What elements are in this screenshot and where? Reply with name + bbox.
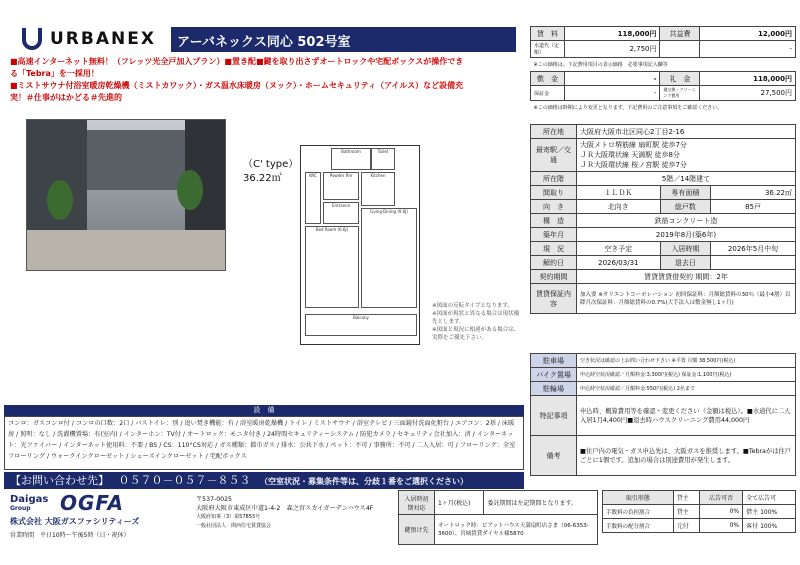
company-name: 株式会社 大阪ガスファシリティーズ [10, 517, 140, 526]
room-label: Kitchen [361, 172, 395, 206]
property-title: アーバネックス同心 502号室 [171, 27, 516, 52]
rent-table: 賃 料 118,000円 共益費 12,000円 水道代（定額） 2,750円 - ※この価格は、下記費用項目の表示価格 必要事項記入欄等 敷 金 - 礼 金 118,000円 保証金 - 鍵交換・クリーニング費用 27,500円 ※この価格は時期により変更となります。下記費用のご注意事項をご確認ください。 [530, 26, 796, 115]
catch-line: 実！＃仕事がはかどる＃先進的 [10, 93, 122, 102]
inquiry-note: （空室状況・募集条件等は、分歧１番をご選択ください） [260, 477, 468, 486]
room-label: Toilet [371, 148, 395, 170]
brand-logo [8, 24, 168, 54]
daigas-logo: Daigas Group [10, 494, 49, 512]
brand-name: URBANEX [50, 29, 156, 49]
room-label: Powder Rm [323, 172, 359, 200]
commission-table: 取引形態 貸主 広告可否 全て広告可 手数料の負担割合 貸主 0% 借主 100% 手数料の配分割合 元付 0% 客付 100% [602, 490, 796, 533]
urbanex-u-icon [22, 28, 42, 50]
building-photo [26, 119, 226, 271]
facilities-list: コンロ：ガスコンロ付 / コンロの口数：2口 / バストイレ：別 / 追い焚き機能：有 / 浴室暖房乾燥機 / トイレ / ミストサウナ / 浴室テレビ / 三面鏡付洗面化粧台 / エアコン：2基 / 床暖房 / 照明：なし / 洗濯機置場：有(室内) / インターホン：TV付 / オートロック：モニタ付き / 24時間セキュリティーシステム / 防犯カメラ / セキュリティ会社加入：済 / インターネット：光ファイバー / インターネット使用料：不要 / BS / CS：110°CS対応 / ガス種類：都市ガス / 排水：公共下水 / ペット：不可 / 事務所：不可 / 二人入居：可 / フローリング：全室フローリング / ウォークインクローゼット / シューズインクローゼット / 宅配ボックス [4, 416, 524, 470]
inquiry-label: 【お問い合わせ先】 [10, 474, 109, 487]
catch-line: ■高速インターネット無料！（フレッツ光全戸加入プラン）■置き配■鍵を取り出さずオートロックや宅配ボックスが操作でき [10, 57, 464, 66]
company-address: 〒537-0025 大阪府大阪市東成区中道1-4-2 森之宮スカイガーデンハウス4F 大阪府知事（3）第57853号 一般社団法人 関西住宅賃貸協会 [196, 496, 374, 529]
room-label: Bed Room (6.6J) [305, 226, 359, 308]
room-label: Living·Dining (9.6J) [361, 208, 417, 308]
catch-line: ■ミストサウナ付浴室暖房乾燥機（ミストカワック）・ガス温水床暖房（ヌック）・ホームセキュリティ（アイルス）など設備充 [10, 81, 464, 90]
contract-info-table: 入居時初期対応 1ヶ月(税込) 委託期間は左記期間となります。 鍵預け先 オートロック時：ビアットハウス天満扇町店さま（06-6353-3600）、宮城賃貸ダイヤル様5870 [398, 490, 598, 545]
catch-line: る「Tebra」を一採用！ [10, 69, 99, 78]
details-table: 所在地 大阪府大阪市北区同心2丁目2-16 最寄駅／交通 大阪メトロ堺筋線 扇町駅 徒歩7分 ＪＲ大阪環状線 天満駅 徒歩8分 ＪＲ大阪環状線 桜ノ宮駅 徒歩7分 所在階 5階／14階建て 間取り １ＬＤＫ 専有面積 36.22㎡ 向 き 北向き 総戸数 85戸 構 造 鉄筋コンクリート造 築年月 2019年8月(築6年) 現 況 空き予定 入居時期 2026年5月中旬 解約日 2026/03/31 退去日 契約期間 賃貸賃貸借契約 期間：2年 賃貸保証内容 加入要 ※オリエントコーポレーション 初回保証料：月額総賃料の30％（最小4割）以降月次保証料：月額総賃料の0.7%(大手法人は敷金無し1ヶ月) [530, 124, 796, 314]
parking-table: 駐車場 空き状況は確認の上お問い合わせ下さい ※平置 月額 38,500円(税込) バイク置場 申込時空状況確認／月額料金:3,300円(税込) 保証金:1,100円(税込) 駐輪場 申込時空状況確認／月額料金:550円(税込) 2名まで 特記事項 申込時、概算費用等を確認・変更ください（金額は税込）。■水道代に二人入居1月4,400円■退去時ハウスクリーニング費用44,000円 備考 ■住戸内の電気・ガス申込先は、大阪ガスを推奨します。■Tebraがは住戸ごとに1個です。追加の場合は別途費用が発生します。 [530, 353, 796, 476]
room-label: Bathroom [331, 148, 371, 170]
inquiry-phone[interactable]: ０５７０－０５７－８５３ [118, 474, 251, 487]
ogfa-logo: OGFA [60, 491, 124, 515]
floorplan-type-label: （C' type） 36.22㎡ [243, 159, 299, 184]
catch-copy [10, 56, 520, 104]
facilities-header: 設 備 [4, 405, 524, 416]
room-label: WIC [305, 172, 321, 224]
inquiry-bar [4, 472, 524, 489]
business-hours: 営業時間 平日10時〜午後5時（日・祝休） [10, 532, 130, 539]
room-label: Entrance [323, 202, 359, 224]
room-label: Balcony [305, 314, 417, 336]
floorplan-notes: ※図面の反転タイプとなります。 ※図面が現状と異なる場合は現状優先とします。 ※図面と現況に相違がある場合は、実際をご優先下さい。 [432, 303, 520, 341]
floorplan [300, 145, 420, 345]
